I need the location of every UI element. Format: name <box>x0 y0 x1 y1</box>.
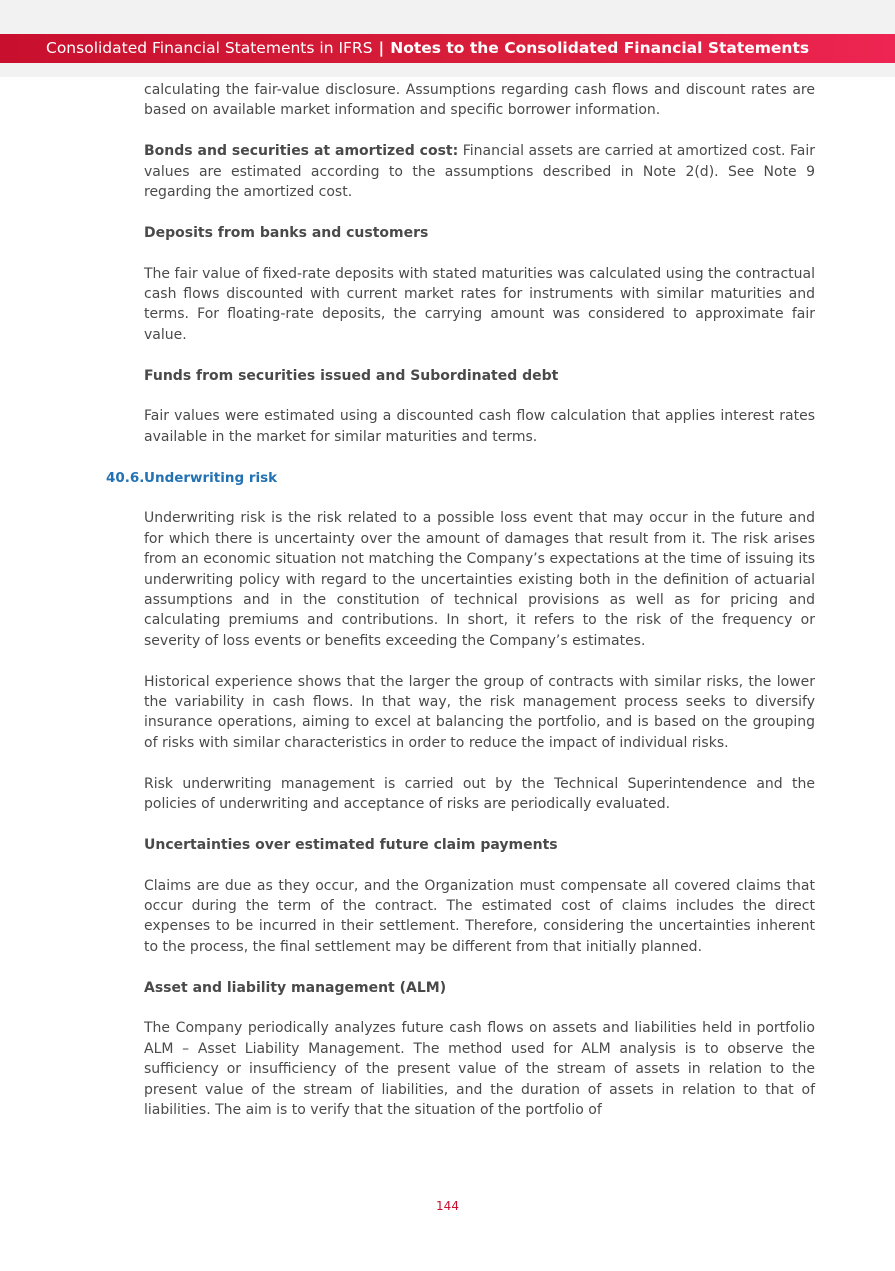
paragraph-underwriting-1: Underwriting risk is the risk related to a possible loss event that may occur in the future and for which there is uncertainty over the amount of damages that result from it. The risk arises from an economic situation not matching the Company’s expectations at the time of issuing its underwriting policy with regard to the uncertainties existing both in the definition of actuarial assumptions and in the constitution of technical provisions as well as for pricing and calculating premiums and contributions. In short, it refers to the risk of the frequency or severity of loss events or benefits exceeding the Company’s estimates. <box>144 510 815 649</box>
paragraph-underwriting-2: Historical experience shows that the larger the group of contracts with similar risks, the lower the variability in cash flows. In that way, the risk management process seeks to diversify insurance operations, aiming to excel at balancing the portfolio, and is based on the grouping of risks with similar characteristics in order to reduce the impact of individual risks. <box>144 673 815 751</box>
paragraph-funds: Fair values were estimated using a discounted cash flow calculation that applies interest rates available in the market for similar maturities and terms. <box>144 408 815 445</box>
page-body <box>106 80 815 1141</box>
paragraph-intro: calculating the fair-value disclosure. Assumptions regarding cash flows and discount rates are based on available market information and specific borrower information. <box>144 82 815 119</box>
bonds-label: Bonds and securities at amortized cost: <box>144 143 459 160</box>
paragraph-bonds <box>144 141 815 202</box>
heading-alm: Asset and liability management (ALM) <box>144 979 447 996</box>
header-underband <box>0 63 895 77</box>
heading-funds: Funds from securities issued and Subordinated debt <box>144 367 559 384</box>
paragraph-alm: The Company periodically analyzes future cash flows on assets and liabilities held in portfolio ALM – Asset Liability Management. The method used for ALM analysis is to observe the sufficiency or insufficiency of the present value of the stream of assets in relation to the present value of the stream of liabilities, and the duration of assets in relation to that of liabilities. The aim is to verify that the situation of the portfolio of <box>144 1020 815 1119</box>
paragraph-uncertainties: Claims are due as they occur, and the Organization must compensate all covered claims that occur during the term of the contract. The estimated cost of claims includes the direct expenses to be incurred in their settlement. Therefore, considering the uncertainties inherent to the process, the final settlement may be different from that initially planned. <box>144 877 815 955</box>
paragraph-underwriting-3: Risk underwriting management is carried out by the Technical Superintendence and the policies of underwriting and acceptance of risks are periodically evaluated. <box>144 775 815 813</box>
heading-uncertainties: Uncertainties over estimated future claim payments <box>144 836 558 853</box>
page-number: 144 <box>436 1199 459 1213</box>
header-separator: | <box>378 39 385 57</box>
heading-deposits: Deposits from banks and customers <box>144 224 429 241</box>
section-number: 40.6. <box>106 469 145 486</box>
section-header-title: Notes to the Consolidated Financial Statements <box>390 39 810 57</box>
section-title: Underwriting risk <box>144 469 278 486</box>
header-banner <box>0 34 895 63</box>
paragraph-deposits: The fair value of fixed-rate deposits with stated maturities was calculated using the contractual cash flows discounted with current market rates for instruments with similar maturities and terms. For floating-rate deposits, the carrying amount was considered to approximate fair value. <box>144 265 815 343</box>
section-heading-underwriting <box>106 468 815 488</box>
doc-title: Consolidated Financial Statements in IFRS <box>46 39 373 57</box>
bonds-text: Financial assets are carried at amortized cost. Fair values are estimated according to the assumptions described in Note 2(d). See Note 9 regarding the amortized cost. <box>144 143 815 201</box>
top-margin <box>0 0 895 34</box>
